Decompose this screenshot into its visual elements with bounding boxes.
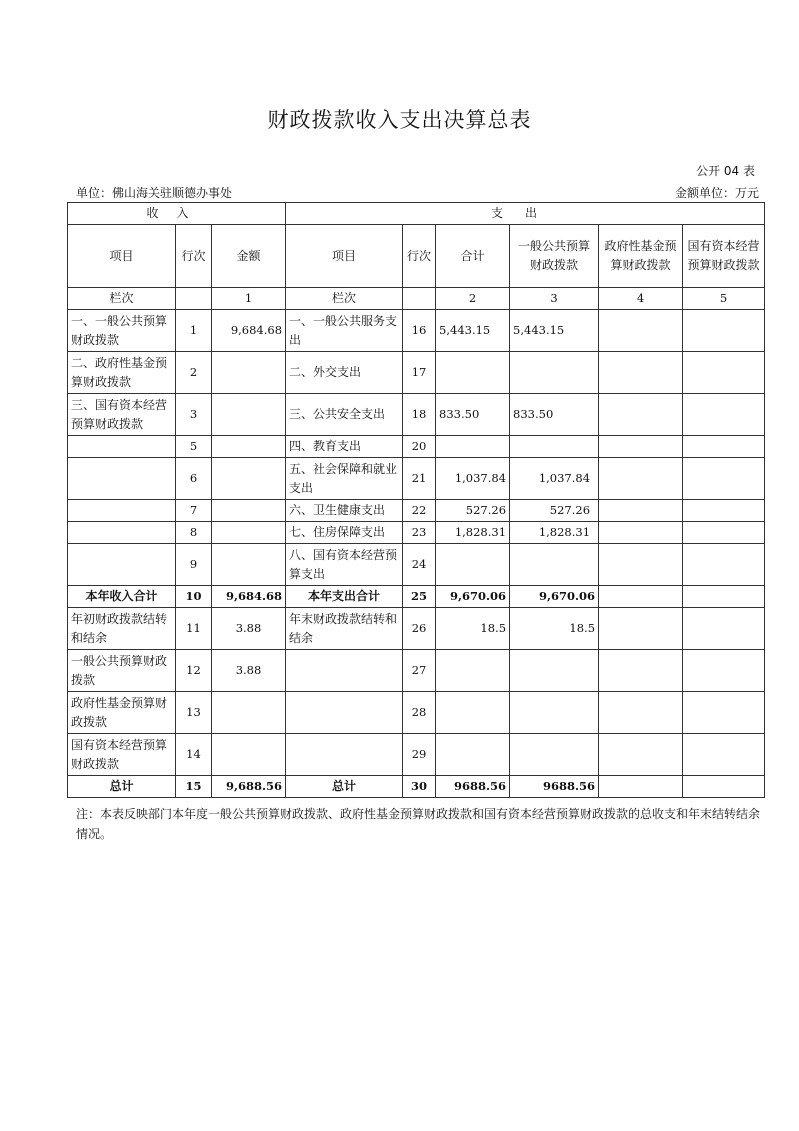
expenditure-state-capital bbox=[683, 544, 765, 586]
expenditure-line: 28 bbox=[403, 692, 436, 734]
income-amount bbox=[212, 544, 286, 586]
income-line: 3 bbox=[176, 394, 212, 436]
expenditure-general bbox=[510, 436, 599, 458]
header-row-columns bbox=[68, 225, 765, 288]
expenditure-item: 总计 bbox=[286, 776, 403, 798]
expenditure-general: 527.26 bbox=[510, 500, 599, 522]
expenditure-gov-fund bbox=[599, 776, 683, 798]
expenditure-line: 20 bbox=[403, 436, 436, 458]
col-number: 4 bbox=[599, 288, 683, 310]
income-line: 14 bbox=[176, 734, 212, 776]
expenditure-gov-fund bbox=[599, 586, 683, 608]
income-line: 5 bbox=[176, 436, 212, 458]
income-item: 政府性基金预算财政拨款 bbox=[68, 692, 176, 734]
income-amount: 9,684.68 bbox=[212, 310, 286, 352]
expenditure-total: 1,037.84 bbox=[436, 458, 510, 500]
income-amount: 3.88 bbox=[212, 650, 286, 692]
expenditure-line: 25 bbox=[403, 586, 436, 608]
table-row bbox=[68, 352, 765, 394]
budget-table bbox=[67, 202, 765, 798]
expenditure-item: 年末财政拨款结转和结余 bbox=[286, 608, 403, 650]
expenditure-line: 16 bbox=[403, 310, 436, 352]
amount-unit: 金额单位：万元 bbox=[674, 186, 759, 200]
expenditure-general: 833.50 bbox=[510, 394, 599, 436]
table-row bbox=[68, 436, 765, 458]
expenditure-gov-fund bbox=[599, 734, 683, 776]
expenditure-line: 18 bbox=[403, 394, 436, 436]
income-line: 15 bbox=[176, 776, 212, 798]
income-item bbox=[68, 458, 176, 500]
expenditure-total bbox=[436, 650, 510, 692]
income-item bbox=[68, 544, 176, 586]
col-header-amount: 金额 bbox=[212, 225, 286, 288]
income-line: 10 bbox=[176, 586, 212, 608]
col-number: 5 bbox=[683, 288, 765, 310]
col-header-general: 一般公共预算财政拨款 bbox=[510, 225, 599, 288]
header-row-section bbox=[68, 203, 765, 225]
income-amount bbox=[212, 692, 286, 734]
expenditure-gov-fund bbox=[599, 692, 683, 734]
table-row bbox=[68, 544, 765, 586]
income-header: 收入 bbox=[68, 203, 286, 225]
expenditure-gov-fund bbox=[599, 352, 683, 394]
expenditure-line: 29 bbox=[403, 734, 436, 776]
income-amount: 9,688.56 bbox=[212, 776, 286, 798]
expenditure-state-capital bbox=[683, 734, 765, 776]
income-amount bbox=[212, 458, 286, 500]
expenditure-state-capital bbox=[683, 310, 765, 352]
table-row bbox=[68, 458, 765, 500]
income-item: 一般公共预算财政拨款 bbox=[68, 650, 176, 692]
expenditure-state-capital bbox=[683, 458, 765, 500]
income-line: 9 bbox=[176, 544, 212, 586]
expenditure-line: 24 bbox=[403, 544, 436, 586]
expenditure-general: 1,037.84 bbox=[510, 458, 599, 500]
expenditure-total: 5,443.15 bbox=[436, 310, 510, 352]
expenditure-general: 5,443.15 bbox=[510, 310, 599, 352]
expenditure-gov-fund bbox=[599, 650, 683, 692]
income-amount bbox=[212, 436, 286, 458]
income-item bbox=[68, 500, 176, 522]
income-item: 年初财政拨款结转和结余 bbox=[68, 608, 176, 650]
expenditure-gov-fund bbox=[599, 394, 683, 436]
expenditure-total: 9688.56 bbox=[436, 776, 510, 798]
expenditure-line: 26 bbox=[403, 608, 436, 650]
expenditure-item: 二、外交支出 bbox=[286, 352, 403, 394]
income-line: 13 bbox=[176, 692, 212, 734]
expenditure-gov-fund bbox=[599, 544, 683, 586]
income-item bbox=[68, 522, 176, 544]
income-amount: 9,684.68 bbox=[212, 586, 286, 608]
income-line: 11 bbox=[176, 608, 212, 650]
expenditure-total bbox=[436, 352, 510, 394]
expenditure-item: 六、卫生健康支出 bbox=[286, 500, 403, 522]
column-number-row bbox=[68, 288, 765, 310]
income-item: 一、一般公共预算财政拨款 bbox=[68, 310, 176, 352]
expenditure-state-capital bbox=[683, 500, 765, 522]
expenditure-item: 八、国有资本经营预算支出 bbox=[286, 544, 403, 586]
expenditure-item bbox=[286, 650, 403, 692]
expenditure-line: 27 bbox=[403, 650, 436, 692]
expenditure-general: 9688.56 bbox=[510, 776, 599, 798]
footnote: 注：本表反映部门本年度一般公共预算财政拨款、政府性基金预算财政拨款和国有资本经营预算财政拨款的总收支和年末结转结余情况。 bbox=[76, 807, 761, 841]
expenditure-line: 22 bbox=[403, 500, 436, 522]
income-line: 1 bbox=[176, 310, 212, 352]
income-item: 总计 bbox=[68, 776, 176, 798]
expenditure-total: 527.26 bbox=[436, 500, 510, 522]
col-header-item: 项目 bbox=[68, 225, 176, 288]
expenditure-state-capital bbox=[683, 586, 765, 608]
col-header-line2: 行次 bbox=[403, 225, 436, 288]
table-row bbox=[68, 650, 765, 692]
col-number: 3 bbox=[510, 288, 599, 310]
expenditure-item: 一、一般公共服务支出 bbox=[286, 310, 403, 352]
col-header-total: 合计 bbox=[436, 225, 510, 288]
expenditure-item bbox=[286, 692, 403, 734]
expenditure-general: 9,670.06 bbox=[510, 586, 599, 608]
income-line: 6 bbox=[176, 458, 212, 500]
expenditure-gov-fund bbox=[599, 458, 683, 500]
expenditure-state-capital bbox=[683, 394, 765, 436]
income-line: 12 bbox=[176, 650, 212, 692]
expenditure-general bbox=[510, 650, 599, 692]
expenditure-state-capital bbox=[683, 608, 765, 650]
expenditure-item bbox=[286, 734, 403, 776]
income-amount bbox=[212, 352, 286, 394]
expenditure-line: 30 bbox=[403, 776, 436, 798]
expenditure-line: 23 bbox=[403, 522, 436, 544]
table-row bbox=[68, 734, 765, 776]
income-item: 二、政府性基金预算财政拨款 bbox=[68, 352, 176, 394]
expenditure-item: 五、社会保障和就业支出 bbox=[286, 458, 403, 500]
table-row bbox=[68, 500, 765, 522]
expenditure-gov-fund bbox=[599, 522, 683, 544]
col-header-state-capital: 国有资本经营预算财政拨款 bbox=[683, 225, 765, 288]
expenditure-total: 9,670.06 bbox=[436, 586, 510, 608]
income-amount: 3.88 bbox=[212, 608, 286, 650]
col-header-gov-fund: 政府性基金预算财政拨款 bbox=[599, 225, 683, 288]
income-item: 三、国有资本经营预算财政拨款 bbox=[68, 394, 176, 436]
table-row bbox=[68, 310, 765, 352]
expenditure-total: 833.50 bbox=[436, 394, 510, 436]
expenditure-state-capital bbox=[683, 692, 765, 734]
expenditure-state-capital bbox=[683, 436, 765, 458]
expenditure-gov-fund bbox=[599, 500, 683, 522]
form-number: 公开 04 表 bbox=[696, 164, 755, 178]
table-row bbox=[68, 608, 765, 650]
expenditure-line: 21 bbox=[403, 458, 436, 500]
col-label: 栏次 bbox=[68, 288, 176, 310]
expenditure-header: 支出 bbox=[286, 203, 765, 225]
expenditure-item: 七、住房保障支出 bbox=[286, 522, 403, 544]
table-row-grand-total bbox=[68, 776, 765, 798]
expenditure-gov-fund bbox=[599, 608, 683, 650]
expenditure-gov-fund bbox=[599, 436, 683, 458]
income-amount bbox=[212, 500, 286, 522]
expenditure-general: 1,828.31 bbox=[510, 522, 599, 544]
expenditure-general bbox=[510, 734, 599, 776]
expenditure-item: 三、公共安全支出 bbox=[286, 394, 403, 436]
income-amount bbox=[212, 394, 286, 436]
col-label: 栏次 bbox=[286, 288, 403, 310]
table-row bbox=[68, 522, 765, 544]
expenditure-state-capital bbox=[683, 352, 765, 394]
reporting-unit: 单位：佛山海关驻顺德办事处 bbox=[76, 186, 233, 200]
col-number: 1 bbox=[212, 288, 286, 310]
expenditure-total bbox=[436, 544, 510, 586]
income-amount bbox=[212, 522, 286, 544]
table-row-subtotal bbox=[68, 586, 765, 608]
col-number: 2 bbox=[436, 288, 510, 310]
expenditure-gov-fund bbox=[599, 310, 683, 352]
expenditure-state-capital bbox=[683, 650, 765, 692]
expenditure-general: 18.5 bbox=[510, 608, 599, 650]
col-header-line: 行次 bbox=[176, 225, 212, 288]
col-header-item2: 项目 bbox=[286, 225, 403, 288]
expenditure-total bbox=[436, 692, 510, 734]
expenditure-line: 17 bbox=[403, 352, 436, 394]
expenditure-general bbox=[510, 692, 599, 734]
income-amount bbox=[212, 734, 286, 776]
income-item: 国有资本经营预算财政拨款 bbox=[68, 734, 176, 776]
expenditure-total bbox=[436, 436, 510, 458]
table-row bbox=[68, 692, 765, 734]
expenditure-item: 本年支出合计 bbox=[286, 586, 403, 608]
expenditure-total: 18.5 bbox=[436, 608, 510, 650]
expenditure-general bbox=[510, 352, 599, 394]
income-item: 本年收入合计 bbox=[68, 586, 176, 608]
expenditure-general bbox=[510, 544, 599, 586]
income-line: 8 bbox=[176, 522, 212, 544]
expenditure-state-capital bbox=[683, 776, 765, 798]
table-row bbox=[68, 394, 765, 436]
expenditure-item: 四、教育支出 bbox=[286, 436, 403, 458]
income-line: 2 bbox=[176, 352, 212, 394]
expenditure-total bbox=[436, 734, 510, 776]
income-item bbox=[68, 436, 176, 458]
expenditure-state-capital bbox=[683, 522, 765, 544]
page-title: 财政拨款收入支出决算总表 bbox=[267, 108, 532, 132]
income-line: 7 bbox=[176, 500, 212, 522]
expenditure-total: 1,828.31 bbox=[436, 522, 510, 544]
